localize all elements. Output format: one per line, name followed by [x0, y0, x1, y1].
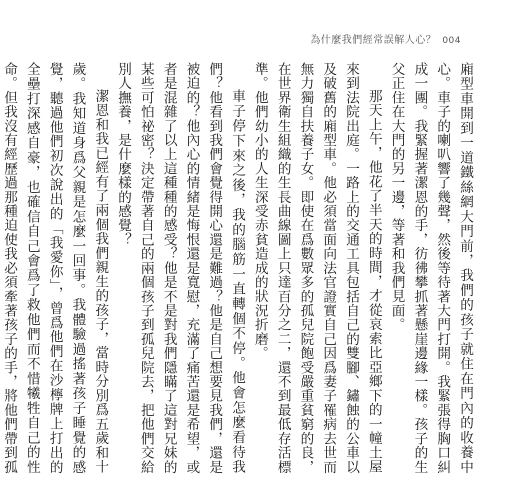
paragraph: 那天上午，他花了半天的時間，才從哀索比亞鄉下的一幢土屋來到法院出庭。一路上的交通工具包括自己的雙腳、鏽蝕的公車以及破舊的廂型車。他必須當面向法官證實自己因爲妻子罹病去世而無力獨自扶養子女。即使在爲數眾多的孤兒院飽受嚴重貧窮的良，在世界衛生組織的生長曲線圖上只達百分之二，還不到最低存活標準。他們幼小的人生深受赤貧造成的狀況折磨。 — [251, 62, 382, 474]
paragraph: 潔恩和我已經有了兩個我們親生的孩子，當時分別爲五歲和十歲。我知道身爲父親是怎麼一回事。我體驗過搖著孩子睡覺的感覺，聽過他們初次說出的「我愛你」，曾爲他們在沙檸牌上打出的全壘打深感自豪，也確信自己會爲了救他們而不惜犧牲自己的性命。但我沒有經歷過那種迫使我必須牽著孩子的手，將他們帶到孤 — [1, 62, 109, 474]
running-header — [310, 31, 461, 46]
paragraph: 車子停下來之後，我的腦筋一直轉個不停。他會怎麼看待我們？他看到我們會覺得開心還是難過？他是自己想要見我們，還是被迫的？他內心的情緒是悔恨還是寬慰，充滿了痛苦還是希望，或者是混雜了以上這種種的感受？他是不是對我們隱瞞了這對兄妹的某些可怕祕密？決定帶著自己的兩個孩子到孤兒院去，把他們交給別人撫養，是什麼樣的感覺？ — [115, 62, 246, 474]
running-title: 為什麼我們經常誤解人心？ — [310, 35, 437, 46]
paragraph: 廂型車開到一道鐵絲網大門前，我們的孩子就住在門內的收養中心。車子的喇叭響了幾聲，然後等待著大門打開。我緊張得胸口糾成一團。我緊握著潔恩的手，彷彿攀抓著懸崖邊緣一樣。孩子的生父正住在大門的另一邊，等著和我們見面。 — [388, 62, 473, 474]
body-text — [1, 62, 476, 474]
page-number: 004 — [442, 36, 461, 46]
